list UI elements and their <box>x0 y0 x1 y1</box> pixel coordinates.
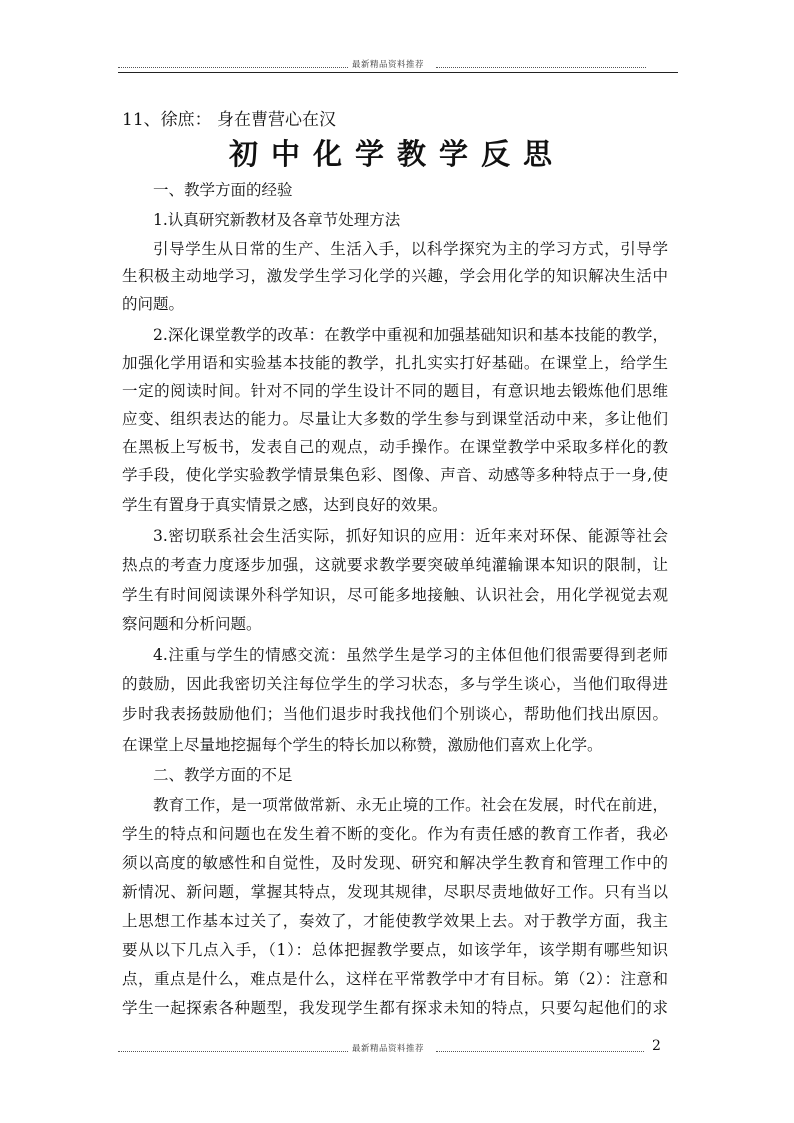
text-line: 二、教学方面的不足 <box>153 766 293 784</box>
text-line: 的鼓励，因此我密切关注每位学生的学习状态，多与学生谈心，当他们取得进 <box>122 675 668 693</box>
text-line: 学生的特点和问题也在发生着不断的变化。作为有责任感的教育工作者，我必 <box>122 825 668 843</box>
text-line: 4.注重与学生的情感交流：虽然学生是学习的主体但他们很需要得到老师 <box>153 646 668 664</box>
text-line: 热点的考查力度逐步加强，这就要求教学要突破单纯灌输课本知识的限制，让 <box>122 556 668 574</box>
document-title: 初中化学教学反思 <box>228 137 565 171</box>
text-line: 引导学生从日常的生产、生活入手，以科学探究为主的学习方式，引导学 <box>153 240 668 258</box>
text-line: 学生有时间阅读课外科学知识，尽可能多地接触、认识社会，用化学视觉去观 <box>122 586 668 604</box>
text-line: 2.深化课堂教学的改革：在教学中重视和加强基础知识和基本技能的教学， <box>153 326 668 344</box>
text-line: 一定的阅读时间。针对不同的学生设计不同的题目，有意识地去锻炼他们思维 <box>122 382 668 400</box>
page-header <box>118 58 646 72</box>
text-line: 应变、组织表达的能力。尽量让大多数的学生参与到课堂活动中来，多让他们 <box>122 410 668 428</box>
header-dotted-rule-left <box>118 67 348 68</box>
text-line: 学手段，使化学实验教学情景集色彩、图像、声音、动感等多种特点于一身,使 <box>122 466 668 484</box>
text-line: 察问题和分析问题。 <box>122 615 262 633</box>
page-footer <box>118 1038 661 1057</box>
page-number: 2 <box>652 1038 661 1054</box>
section-heading: 11、徐庶： 身在曹营心在汉 <box>122 110 337 130</box>
footer-dotted-rule-left <box>118 1051 348 1052</box>
footer-dotted-rule-right <box>436 1051 644 1052</box>
text-line: 须以高度的敏感性和自觉性，及时发现、研究和解决学生教育和管理工作中的 <box>122 854 668 872</box>
header-text: 最新精品资料推荐 <box>352 60 425 70</box>
text-line: 3.密切联系社会生活实际，抓好知识的应用：近年来对环保、能源等社会 <box>153 527 668 545</box>
text-line: 上思想工作基本过关了，奏效了，才能使教学效果上去。对于教学方面，我主 <box>122 912 668 930</box>
text-line: 学生一起探索各种题型，我发现学生都有探求未知的特点，只要勾起他们的求 <box>122 999 668 1017</box>
text-line: 步时我表扬鼓励他们；当他们退步时我找他们个别谈心，帮助他们找出原因。 <box>122 705 668 723</box>
text-line: 1.认真研究新教材及各章节处理方法 <box>153 211 401 229</box>
header-rule <box>118 72 678 73</box>
text-line: 学生有置身于真实情景之感，达到良好的效果。 <box>122 496 448 514</box>
text-line: 在黑板上写板书，发表自己的观点，动手操作。在课堂教学中采取多样化的教 <box>122 438 668 456</box>
header-dotted-rule-right <box>436 67 646 68</box>
text-line: 教育工作，是一项常做常新、永无止境的工作。社会在发展，时代在前进， <box>153 796 668 814</box>
text-line: 生积极主动地学习，激发学生学习化学的兴趣，学会用化学的知识解决生活中 <box>122 267 668 285</box>
text-line: 一、教学方面的经验 <box>153 181 293 199</box>
text-line: 在课堂上尽量地挖掘每个学生的特长加以称赞，激励他们喜欢上化学。 <box>122 736 603 754</box>
text-line: 的问题。 <box>122 295 185 313</box>
footer-text: 最新精品资料推荐 <box>352 1044 425 1054</box>
text-line: 要从以下几点入手，（1）：总体把握教学要点，如该学年，该学期有哪些知识 <box>122 941 668 959</box>
text-line: 加强化学用语和实验基本技能的教学，扎扎实实打好基础。在课堂上，给学生 <box>122 354 668 372</box>
text-line: 点，重点是什么，难点是什么，这样在平常教学中才有目标。第（2）：注意和 <box>122 970 668 988</box>
text-line: 新情况、新问题，掌握其特点，发现其规律，尽职尽责地做好工作。只有当以 <box>122 883 668 901</box>
